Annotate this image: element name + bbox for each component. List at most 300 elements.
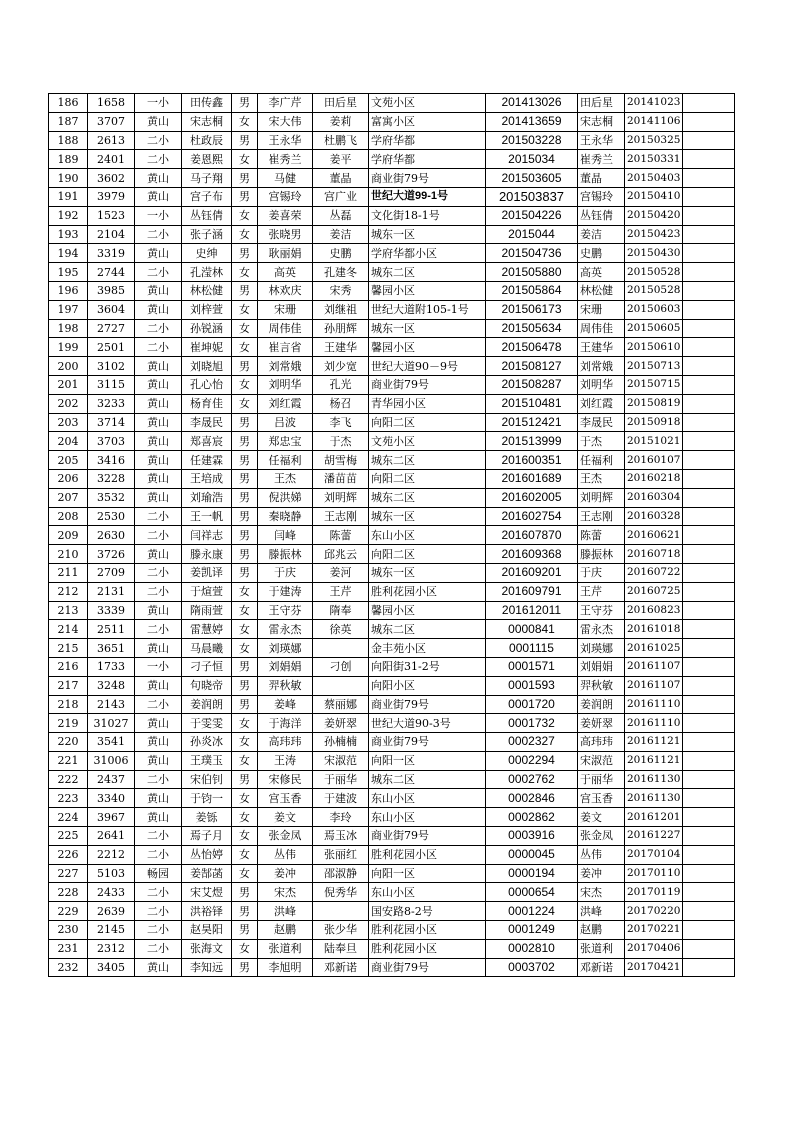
registration-number-cell: 201602005: [486, 488, 578, 507]
father-name-cell: 雷永杰: [258, 620, 313, 639]
table-row: [49, 300, 735, 319]
school-cell: 二小: [135, 563, 182, 582]
father-name-cell: 洪峰: [258, 902, 313, 921]
date-cell: 20150528: [625, 281, 683, 300]
student-name-cell: 张子涵: [182, 225, 232, 244]
father-name-cell: 耿丽娟: [258, 244, 313, 263]
householder-cell: 邓新诺: [578, 958, 625, 977]
student-id-cell: 1733: [88, 657, 135, 676]
gender-cell: 男: [232, 526, 258, 545]
father-name-cell: 马健: [258, 169, 313, 188]
mother-name-cell: 刁创: [313, 657, 369, 676]
mother-name-cell: [313, 902, 369, 921]
empty-cell: [683, 131, 735, 150]
table-row: [49, 864, 735, 883]
student-id-cell: 2530: [88, 507, 135, 526]
address-cell: 世纪大道99-1号: [369, 187, 486, 206]
registration-number-cell: 201508287: [486, 375, 578, 394]
empty-cell: [683, 827, 735, 846]
student-name-cell: 姜润朗: [182, 695, 232, 714]
gender-cell: 女: [232, 319, 258, 338]
householder-cell: 雷永杰: [578, 620, 625, 639]
registration-number-cell: 0002294: [486, 751, 578, 770]
householder-cell: 洪峰: [578, 902, 625, 921]
row-number-cell: 199: [49, 338, 88, 357]
table-row: [49, 770, 735, 789]
gender-cell: 男: [232, 432, 258, 451]
table-row: [49, 281, 735, 300]
registration-number-cell: 201602754: [486, 507, 578, 526]
gender-cell: 女: [232, 394, 258, 413]
address-cell: 向阳街31-2号: [369, 657, 486, 676]
student-id-cell: 3703: [88, 432, 135, 451]
school-cell: 黄山: [135, 394, 182, 413]
gender-cell: 男: [232, 770, 258, 789]
empty-cell: [683, 657, 735, 676]
date-cell: 20170421: [625, 958, 683, 977]
student-id-cell: 3726: [88, 545, 135, 564]
registration-number-cell: 0001593: [486, 676, 578, 695]
father-name-cell: 张道利: [258, 939, 313, 958]
student-name-cell: 张海文: [182, 939, 232, 958]
address-cell: 文苑小区: [369, 432, 486, 451]
householder-cell: 丛钰倩: [578, 206, 625, 225]
householder-cell: 刘瑛娜: [578, 639, 625, 658]
student-name-cell: 孙炎冰: [182, 733, 232, 752]
address-cell: 馨园小区: [369, 281, 486, 300]
row-number-cell: 197: [49, 300, 88, 319]
father-name-cell: 高玮玮: [258, 733, 313, 752]
empty-cell: [683, 714, 735, 733]
father-name-cell: 于海洋: [258, 714, 313, 733]
student-name-cell: 滕永康: [182, 545, 232, 564]
table-row: [49, 507, 735, 526]
address-cell: 城东一区: [369, 507, 486, 526]
householder-cell: 姜冲: [578, 864, 625, 883]
mother-name-cell: 张丽红: [313, 845, 369, 864]
householder-cell: 姜文: [578, 808, 625, 827]
student-name-cell: 王一帆: [182, 507, 232, 526]
date-cell: 20160823: [625, 601, 683, 620]
father-name-cell: 秦晓静: [258, 507, 313, 526]
address-cell: 胜利花园小区: [369, 582, 486, 601]
student-id-cell: 2212: [88, 845, 135, 864]
father-name-cell: 林欢庆: [258, 281, 313, 300]
row-number-cell: 186: [49, 94, 88, 113]
mother-name-cell: 焉玉冰: [313, 827, 369, 846]
mother-name-cell: 宋秀: [313, 281, 369, 300]
student-id-cell: 2709: [88, 563, 135, 582]
father-name-cell: 宋杰: [258, 883, 313, 902]
registration-number-cell: 201504226: [486, 206, 578, 225]
gender-cell: 男: [232, 695, 258, 714]
gender-cell: 男: [232, 921, 258, 940]
student-id-cell: 3604: [88, 300, 135, 319]
school-cell: 黄山: [135, 545, 182, 564]
student-name-cell: 任建霖: [182, 451, 232, 470]
date-cell: 20150325: [625, 131, 683, 150]
mother-name-cell: 宫广业: [313, 187, 369, 206]
student-id-cell: 3102: [88, 357, 135, 376]
mother-name-cell: 陆奉旦: [313, 939, 369, 958]
student-id-cell: 2104: [88, 225, 135, 244]
address-cell: 东山小区: [369, 526, 486, 545]
empty-cell: [683, 620, 735, 639]
student-id-cell: 2613: [88, 131, 135, 150]
address-cell: 商业街79号: [369, 695, 486, 714]
table-row: [49, 150, 735, 169]
student-name-cell: 宋志桐: [182, 112, 232, 131]
mother-name-cell: 杨召: [313, 394, 369, 413]
school-cell: 黄山: [135, 958, 182, 977]
school-cell: 黄山: [135, 281, 182, 300]
father-name-cell: 宋修民: [258, 770, 313, 789]
householder-cell: 滕振林: [578, 545, 625, 564]
gender-cell: 男: [232, 131, 258, 150]
father-name-cell: 王杰: [258, 469, 313, 488]
date-cell: 20161130: [625, 789, 683, 808]
enrollment-table: [48, 93, 735, 977]
address-cell: 城东二区: [369, 488, 486, 507]
empty-cell: [683, 939, 735, 958]
student-name-cell: 闫祥志: [182, 526, 232, 545]
mother-name-cell: [313, 639, 369, 658]
row-number-cell: 193: [49, 225, 88, 244]
student-id-cell: 3228: [88, 469, 135, 488]
student-id-cell: 2630: [88, 526, 135, 545]
row-number-cell: 206: [49, 469, 88, 488]
mother-name-cell: 张少华: [313, 921, 369, 940]
date-cell: 20161107: [625, 676, 683, 695]
mother-name-cell: 李玲: [313, 808, 369, 827]
table-row: [49, 639, 735, 658]
registration-number-cell: 201413659: [486, 112, 578, 131]
student-name-cell: 郑喜宸: [182, 432, 232, 451]
householder-cell: 刘明辉: [578, 488, 625, 507]
father-name-cell: 于建涛: [258, 582, 313, 601]
table-row: [49, 808, 735, 827]
father-name-cell: 姜文: [258, 808, 313, 827]
empty-cell: [683, 695, 735, 714]
registration-number-cell: 0000194: [486, 864, 578, 883]
address-cell: 商业街79号: [369, 958, 486, 977]
address-cell: 学府华都: [369, 150, 486, 169]
father-name-cell: 滕振林: [258, 545, 313, 564]
row-number-cell: 219: [49, 714, 88, 733]
address-cell: 城东二区: [369, 451, 486, 470]
empty-cell: [683, 845, 735, 864]
date-cell: 20170406: [625, 939, 683, 958]
student-name-cell: 于钧一: [182, 789, 232, 808]
row-number-cell: 194: [49, 244, 88, 263]
student-name-cell: 刘瑜浩: [182, 488, 232, 507]
householder-cell: 董晶: [578, 169, 625, 188]
gender-cell: 男: [232, 451, 258, 470]
householder-cell: 周伟佳: [578, 319, 625, 338]
father-name-cell: 丛伟: [258, 845, 313, 864]
row-number-cell: 210: [49, 545, 88, 564]
empty-cell: [683, 432, 735, 451]
householder-cell: 王永华: [578, 131, 625, 150]
gender-cell: 男: [232, 94, 258, 113]
address-cell: 胜利花园小区: [369, 939, 486, 958]
row-number-cell: 192: [49, 206, 88, 225]
date-cell: 20161018: [625, 620, 683, 639]
student-name-cell: 姜郜菡: [182, 864, 232, 883]
school-cell: 二小: [135, 526, 182, 545]
address-cell: 向阳二区: [369, 469, 486, 488]
empty-cell: [683, 112, 735, 131]
school-cell: 黄山: [135, 639, 182, 658]
date-cell: 20150331: [625, 150, 683, 169]
student-name-cell: 丛钰倩: [182, 206, 232, 225]
empty-cell: [683, 770, 735, 789]
table-row: [49, 488, 735, 507]
gender-cell: 女: [232, 733, 258, 752]
registration-number-cell: 0001732: [486, 714, 578, 733]
row-number-cell: 215: [49, 639, 88, 658]
gender-cell: 男: [232, 469, 258, 488]
mother-name-cell: 潘苗苗: [313, 469, 369, 488]
student-id-cell: 2145: [88, 921, 135, 940]
row-number-cell: 213: [49, 601, 88, 620]
empty-cell: [683, 488, 735, 507]
table-row: [49, 657, 735, 676]
row-number-cell: 229: [49, 902, 88, 921]
father-name-cell: 姜峰: [258, 695, 313, 714]
student-name-cell: 隋雨萱: [182, 601, 232, 620]
row-number-cell: 187: [49, 112, 88, 131]
date-cell: 20161121: [625, 751, 683, 770]
student-id-cell: 3979: [88, 187, 135, 206]
date-cell: 20141106: [625, 112, 683, 131]
date-cell: 20161130: [625, 770, 683, 789]
father-name-cell: 张晓男: [258, 225, 313, 244]
householder-cell: 史鹏: [578, 244, 625, 263]
registration-number-cell: 201503605: [486, 169, 578, 188]
registration-number-cell: 201505864: [486, 281, 578, 300]
school-cell: 黄山: [135, 300, 182, 319]
student-name-cell: 刁子恒: [182, 657, 232, 676]
date-cell: 20161110: [625, 714, 683, 733]
householder-cell: 姜妍翠: [578, 714, 625, 733]
table-row: [49, 939, 735, 958]
registration-number-cell: 2015034: [486, 150, 578, 169]
student-id-cell: 3339: [88, 601, 135, 620]
gender-cell: 男: [232, 902, 258, 921]
address-cell: 东山小区: [369, 883, 486, 902]
student-name-cell: 洪裕铎: [182, 902, 232, 921]
row-number-cell: 228: [49, 883, 88, 902]
school-cell: 黄山: [135, 451, 182, 470]
empty-cell: [683, 263, 735, 282]
father-name-cell: 闫峰: [258, 526, 313, 545]
gender-cell: 男: [232, 507, 258, 526]
empty-cell: [683, 902, 735, 921]
householder-cell: 王志刚: [578, 507, 625, 526]
mother-name-cell: 孙朋辉: [313, 319, 369, 338]
mother-name-cell: 于丽华: [313, 770, 369, 789]
father-name-cell: 姜喜荣: [258, 206, 313, 225]
empty-cell: [683, 469, 735, 488]
mother-name-cell: [313, 676, 369, 695]
empty-cell: [683, 244, 735, 263]
empty-cell: [683, 319, 735, 338]
date-cell: 20150603: [625, 300, 683, 319]
date-cell: 20161121: [625, 733, 683, 752]
school-cell: 黄山: [135, 413, 182, 432]
student-id-cell: 3714: [88, 413, 135, 432]
school-cell: 二小: [135, 150, 182, 169]
table-row: [49, 582, 735, 601]
table-row: [49, 112, 735, 131]
registration-number-cell: 201510481: [486, 394, 578, 413]
address-cell: 向阳一区: [369, 864, 486, 883]
address-cell: 文化街18-1号: [369, 206, 486, 225]
householder-cell: 刘娟娟: [578, 657, 625, 676]
student-name-cell: 宋艾煜: [182, 883, 232, 902]
empty-cell: [683, 526, 735, 545]
date-cell: 20161110: [625, 695, 683, 714]
father-name-cell: 于庆: [258, 563, 313, 582]
student-id-cell: 3115: [88, 375, 135, 394]
gender-cell: 女: [232, 864, 258, 883]
householder-cell: 王守芬: [578, 601, 625, 620]
row-number-cell: 222: [49, 770, 88, 789]
row-number-cell: 189: [49, 150, 88, 169]
student-id-cell: 5103: [88, 864, 135, 883]
student-name-cell: 杜政辰: [182, 131, 232, 150]
registration-number-cell: 2015044: [486, 225, 578, 244]
student-name-cell: 姜恩熙: [182, 150, 232, 169]
table-row: [49, 676, 735, 695]
table-row: [49, 827, 735, 846]
date-cell: 20150610: [625, 338, 683, 357]
registration-number-cell: 0000654: [486, 883, 578, 902]
school-cell: 黄山: [135, 601, 182, 620]
table-row: [49, 432, 735, 451]
father-name-cell: 羿秋敏: [258, 676, 313, 695]
date-cell: 20150410: [625, 187, 683, 206]
address-cell: 文苑小区: [369, 94, 486, 113]
school-cell: 一小: [135, 94, 182, 113]
table-row: [49, 789, 735, 808]
empty-cell: [683, 375, 735, 394]
mother-name-cell: 史鹏: [313, 244, 369, 263]
gender-cell: 男: [232, 545, 258, 564]
address-cell: 国安路8-2号: [369, 902, 486, 921]
school-cell: 黄山: [135, 244, 182, 263]
student-id-cell: 3602: [88, 169, 135, 188]
row-number-cell: 226: [49, 845, 88, 864]
householder-cell: 王杰: [578, 469, 625, 488]
student-id-cell: 2744: [88, 263, 135, 282]
householder-cell: 张道利: [578, 939, 625, 958]
school-cell: 黄山: [135, 187, 182, 206]
school-cell: 二小: [135, 883, 182, 902]
row-number-cell: 191: [49, 187, 88, 206]
student-id-cell: 2437: [88, 770, 135, 789]
student-id-cell: 3651: [88, 639, 135, 658]
gender-cell: 男: [232, 883, 258, 902]
registration-number-cell: 201505880: [486, 263, 578, 282]
father-name-cell: 吕波: [258, 413, 313, 432]
empty-cell: [683, 507, 735, 526]
father-name-cell: 倪洪娣: [258, 488, 313, 507]
father-name-cell: 赵鹏: [258, 921, 313, 940]
address-cell: 学府华都: [369, 131, 486, 150]
registration-number-cell: 0000045: [486, 845, 578, 864]
row-number-cell: 190: [49, 169, 88, 188]
school-cell: 二小: [135, 921, 182, 940]
student-id-cell: 3405: [88, 958, 135, 977]
row-number-cell: 196: [49, 281, 88, 300]
father-name-cell: 崔秀兰: [258, 150, 313, 169]
householder-cell: 于丽华: [578, 770, 625, 789]
table-row: [49, 319, 735, 338]
empty-cell: [683, 563, 735, 582]
date-cell: 20160621: [625, 526, 683, 545]
row-number-cell: 198: [49, 319, 88, 338]
address-cell: 胜利花园小区: [369, 845, 486, 864]
gender-cell: 男: [232, 676, 258, 695]
student-name-cell: 句晓帝: [182, 676, 232, 695]
date-cell: 20150528: [625, 263, 683, 282]
student-id-cell: 2641: [88, 827, 135, 846]
school-cell: 二小: [135, 939, 182, 958]
empty-cell: [683, 864, 735, 883]
gender-cell: 男: [232, 657, 258, 676]
student-name-cell: 孔心怡: [182, 375, 232, 394]
householder-cell: 任福利: [578, 451, 625, 470]
table-row: [49, 413, 735, 432]
gender-cell: 男: [232, 187, 258, 206]
student-name-cell: 马晨曦: [182, 639, 232, 658]
student-name-cell: 王培成: [182, 469, 232, 488]
row-number-cell: 230: [49, 921, 88, 940]
registration-number-cell: 201601689: [486, 469, 578, 488]
householder-cell: 姜润朗: [578, 695, 625, 714]
mother-name-cell: 李飞: [313, 413, 369, 432]
householder-cell: 崔秀兰: [578, 150, 625, 169]
school-cell: 二小: [135, 845, 182, 864]
row-number-cell: 203: [49, 413, 88, 432]
student-id-cell: 2312: [88, 939, 135, 958]
row-number-cell: 223: [49, 789, 88, 808]
householder-cell: 宋珊: [578, 300, 625, 319]
mother-name-cell: 姜莉: [313, 112, 369, 131]
mother-name-cell: 胡雪梅: [313, 451, 369, 470]
mother-name-cell: 董晶: [313, 169, 369, 188]
empty-cell: [683, 789, 735, 808]
father-name-cell: 李广芹: [258, 94, 313, 113]
registration-number-cell: 201506478: [486, 338, 578, 357]
registration-number-cell: 0002846: [486, 789, 578, 808]
school-cell: 二小: [135, 620, 182, 639]
gender-cell: 女: [232, 808, 258, 827]
empty-cell: [683, 545, 735, 564]
gender-cell: 男: [232, 169, 258, 188]
row-number-cell: 195: [49, 263, 88, 282]
row-number-cell: 202: [49, 394, 88, 413]
father-name-cell: 高英: [258, 263, 313, 282]
registration-number-cell: 201607870: [486, 526, 578, 545]
table-row: [49, 206, 735, 225]
address-cell: 胜利花园小区: [369, 921, 486, 940]
date-cell: 20150423: [625, 225, 683, 244]
gender-cell: 女: [232, 263, 258, 282]
date-cell: 20150713: [625, 357, 683, 376]
